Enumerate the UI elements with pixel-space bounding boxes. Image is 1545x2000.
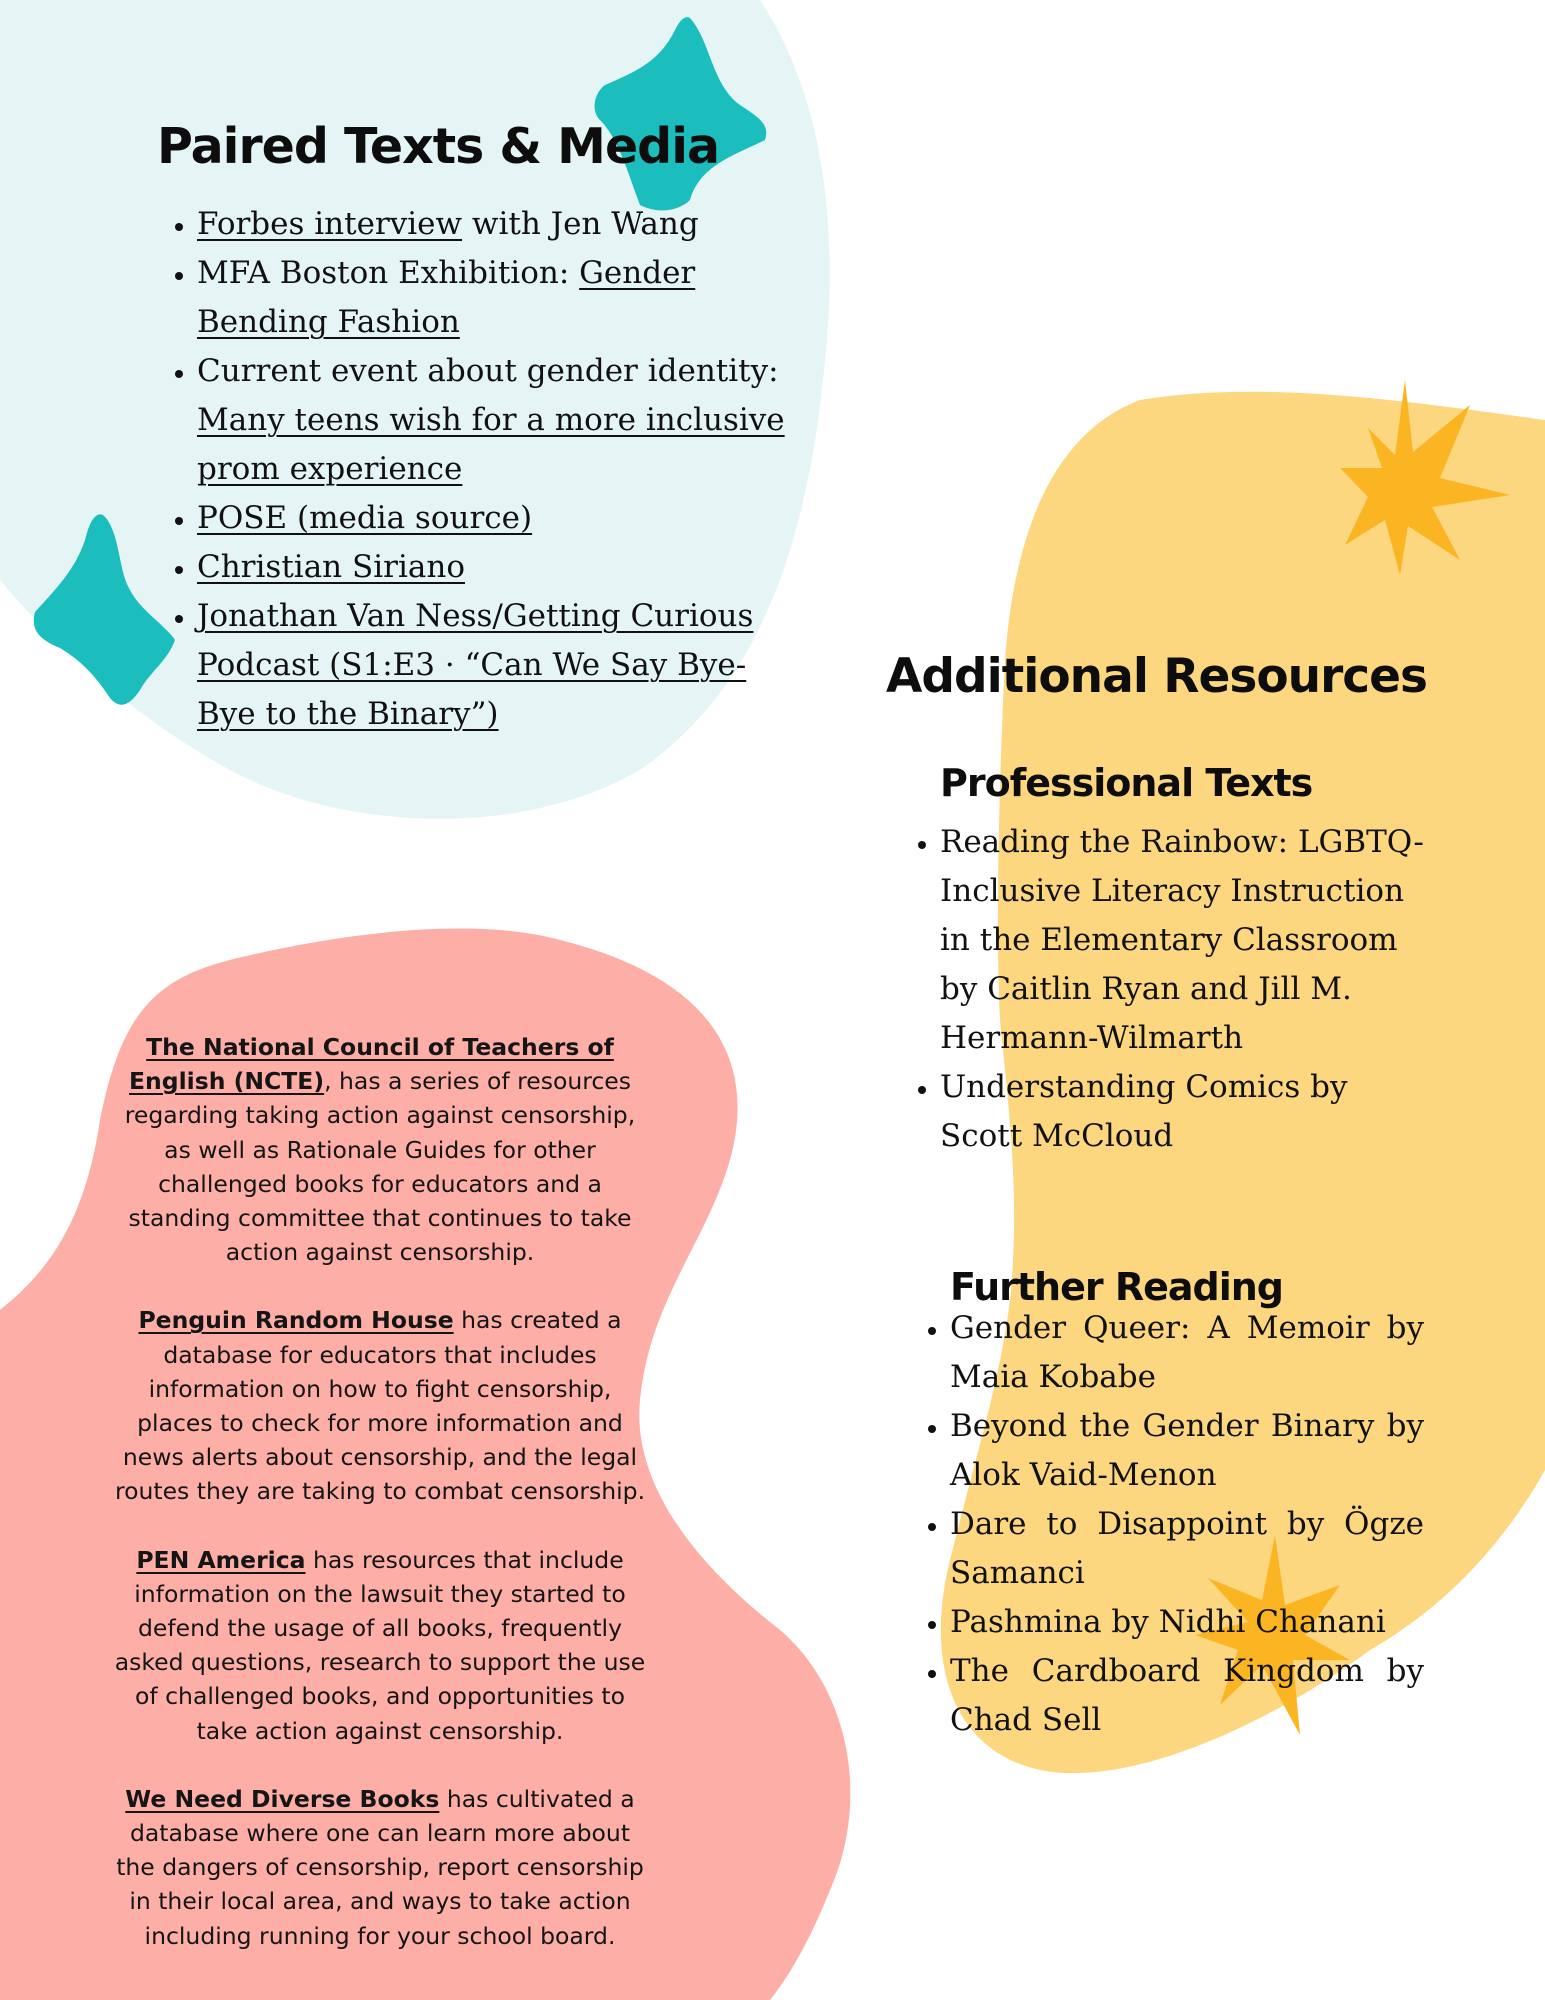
penguin-random-house-link[interactable]: Penguin Random House [138,1306,454,1335]
christian-siriano-link[interactable]: Christian Siriano [197,549,465,585]
org-paragraph: We Need Diverse Books has cultivated a database where one can learn more about the dangers of censorship, report censorship in their local area, and ways to take action including running for your school board. [116,1784,644,1950]
getting-curious-podcast-link[interactable]: Jonathan Van Ness/Getting Curious Podcast (S1:E3 · “Can We Say Bye-Bye to the Binary”) [197,598,754,732]
org-paragraph: PEN America has resources that include information on the lawsuit they started to defend the usage of all books, frequently asked questions, research to support the use of challenged books, and opportunities to take action against censorship. [114,1545,646,1745]
forbes-interview-link[interactable]: Forbes interview [197,206,463,242]
list-item: • Current event about gender identity: Many teens wish for a more inclusive prom experience [197,347,797,494]
paired-texts-section [157,116,797,739]
list-item: • Gender Queer: A Memoir by Maia Kobabe [950,1304,1424,1402]
ncte-link[interactable]: The National Council of Teachers of English (NCTE) [129,1033,614,1096]
list-item: • Beyond the Gender Binary by Alok Vaid-Menon [950,1402,1424,1500]
paired-texts-list [157,200,797,739]
list-item [197,592,797,739]
list-item: • The Cardboard Kingdom by Chad Sell [950,1647,1424,1745]
inclusive-prom-link[interactable]: Many teens wish for a more inclusive prom experience [197,402,785,487]
we-need-diverse-books-link[interactable]: We Need Diverse Books [125,1784,440,1813]
paired-texts-heading: Paired Texts & Media [157,118,720,175]
list-item: • Pashmina by Nidhi Chanani [950,1598,1424,1647]
censorship-resources [110,1030,650,1987]
gender-bending-fashion-link[interactable]: Gender Bending Fashion [197,255,696,340]
further-reading-list [950,1304,1424,1745]
list-item: • Dare to Disappoint by Ögze Samanci [950,1500,1424,1598]
pen-america-link[interactable]: PEN America [136,1545,306,1574]
list-item: • Forbes interview with Jen Wang [197,200,797,249]
org-paragraph: The National Council of Teachers of English (NCTE), has a series of resources regarding taking action against censorship, as well as Rationale Guides for other challenged books for educators and a standing committee that continues to take action against censorship. [124,1033,636,1267]
org-paragraph: Penguin Random House has created a database for educators that includes information on how to fight censorship, places to check for more information and news alerts about censorship, and the legal routes they are taking to combat censorship. [114,1306,646,1506]
list-item: • Reading the Rainbow: LGBTQ-Inclusive Literacy Instruction in the Elementary Classroom by Caitlin Ryan and Jill M. Hermann-Wilmarth [940,818,1430,1063]
professional-texts-heading: Professional Texts [940,761,1313,805]
additional-resources-heading: Additional Resources [886,649,1427,704]
list-item: • Understanding Comics by Scott McCloud [940,1063,1430,1161]
pose-link[interactable]: POSE (media source) [197,500,533,536]
further-reading-heading: Further Reading [950,1265,1283,1309]
professional-texts-section [940,756,1440,1161]
list-item: • MFA Boston Exhibition: Gender Bending Fashion [197,249,797,347]
list-item [197,543,797,592]
additional-resources-section [886,646,1526,708]
further-reading-section [950,1260,1430,1745]
list-item [197,494,797,543]
professional-texts-list [940,818,1430,1161]
